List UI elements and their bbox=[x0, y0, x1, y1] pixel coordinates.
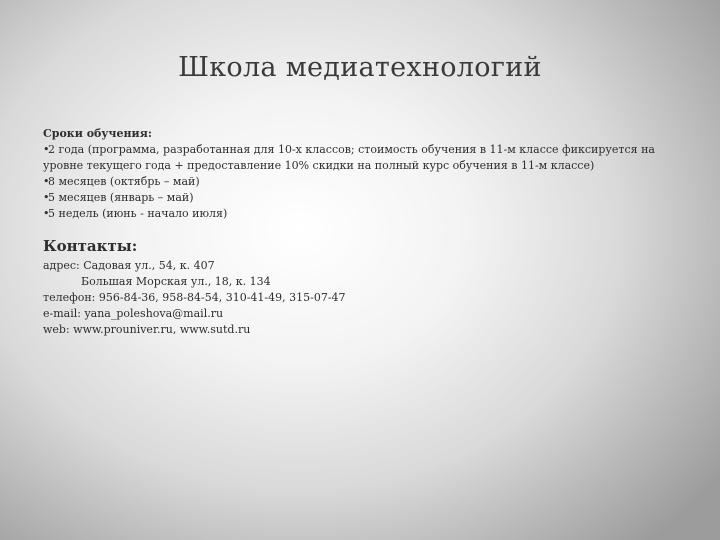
study-term-text: 2 года (программа, разработанная для 10-х классов; стоимость обучения в 11-м классе фиксируется на уровне текущего года + предоставление 10% скидки на полный курс обучения в 11-м классе) bbox=[43, 143, 655, 172]
email-line: e-mail: yana_poleshova@mail.ru bbox=[43, 307, 224, 320]
study-term-text: 8 месяцев (октябрь – май) bbox=[48, 175, 200, 188]
study-term-text: 5 месяцев (январь – май) bbox=[48, 191, 194, 204]
address-line-1: адрес: Садовая ул., 54, к. 407 bbox=[43, 259, 215, 272]
bullet-icon: • bbox=[43, 191, 50, 204]
study-term-item bbox=[43, 142, 683, 174]
bullet-icon: • bbox=[43, 175, 50, 188]
study-term-item bbox=[43, 206, 683, 222]
web-line: web: www.prouniver.ru, www.sutd.ru bbox=[43, 323, 251, 336]
study-term-text: 5 недель (июнь - начало июля) bbox=[48, 207, 228, 220]
bullet-icon: • bbox=[43, 143, 50, 156]
study-term-item bbox=[43, 190, 683, 206]
study-term-item bbox=[43, 174, 683, 190]
bullet-icon: • bbox=[43, 207, 50, 220]
address-line-2: Большая Морская ул., 18, к. 134 bbox=[81, 275, 271, 288]
slide-title: Школа медиатехнологий bbox=[178, 52, 542, 83]
phone-line: телефон: 956-84-36, 958-84-54, 310-41-49, 315-07-47 bbox=[43, 291, 346, 304]
contacts-heading: Контакты: bbox=[43, 237, 138, 255]
study-terms-heading: Сроки обучения: bbox=[43, 127, 152, 140]
slide-content bbox=[43, 126, 683, 338]
